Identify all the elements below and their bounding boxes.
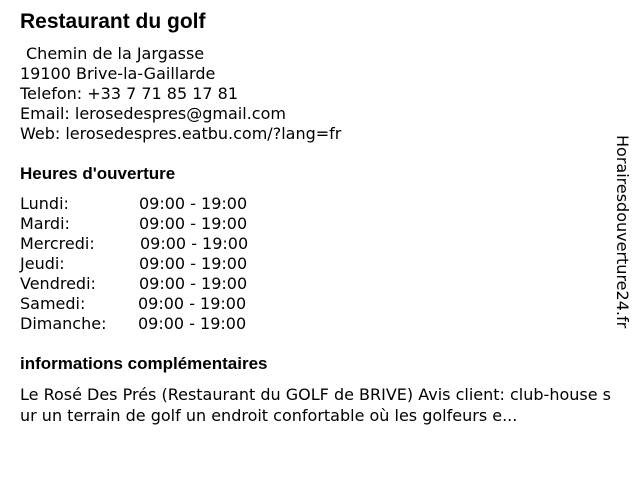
day-label: Samedi: — [20, 294, 86, 313]
hours-row-friday — [20, 274, 280, 294]
day-label: Mercredi: — [20, 234, 95, 253]
email-address[interactable]: Email: lerosedespres@gmail.com — [20, 104, 286, 123]
day-label: Vendredi: — [20, 274, 96, 293]
restaurant-description: Le Rosé Des Prés (Restaurant du GOLF de BRIVE) Avis client: club-house sur un terrain de golf un endroit confortable où les golfeurs e... — [20, 385, 611, 425]
restaurant-name: Restaurant du golf — [20, 10, 206, 33]
time-range: 09:00 - 19:00 — [139, 274, 248, 293]
time-range: 09:00 - 19:00 — [140, 234, 249, 253]
hours-row-wednesday — [20, 234, 280, 254]
street-address: Chemin de la Jargasse — [26, 44, 205, 63]
time-range: 09:00 - 19:00 — [139, 194, 248, 213]
opening-hours-heading: Heures d'ouverture — [20, 164, 176, 183]
city-address: 19100 Brive-la-Gaillarde — [20, 64, 216, 83]
hours-row-thursday — [20, 254, 280, 274]
site-watermark: Horairesdouverture24.fr — [613, 135, 632, 329]
time-range: 09:00 - 19:00 — [138, 314, 247, 333]
time-range: 09:00 - 19:00 — [139, 214, 248, 233]
day-label: Dimanche: — [20, 314, 107, 333]
day-label: Mardi: — [20, 214, 70, 233]
additional-info-heading: informations complémentaires — [20, 354, 268, 373]
time-range: 09:00 - 19:00 — [139, 254, 248, 273]
time-range: 09:00 - 19:00 — [138, 294, 247, 313]
day-label: Jeudi: — [20, 254, 65, 273]
day-label: Lundi: — [20, 194, 69, 213]
hours-row-saturday — [20, 294, 280, 314]
website-link[interactable]: Web: lerosedespres.eatbu.com/?lang=fr — [20, 124, 342, 143]
hours-row-sunday — [20, 314, 280, 334]
hours-row-monday — [20, 194, 280, 214]
contact-block — [20, 44, 341, 144]
hours-row-tuesday — [20, 214, 280, 234]
opening-hours-list — [20, 194, 280, 334]
phone-number[interactable]: Telefon: +33 7 71 85 17 81 — [20, 84, 239, 103]
